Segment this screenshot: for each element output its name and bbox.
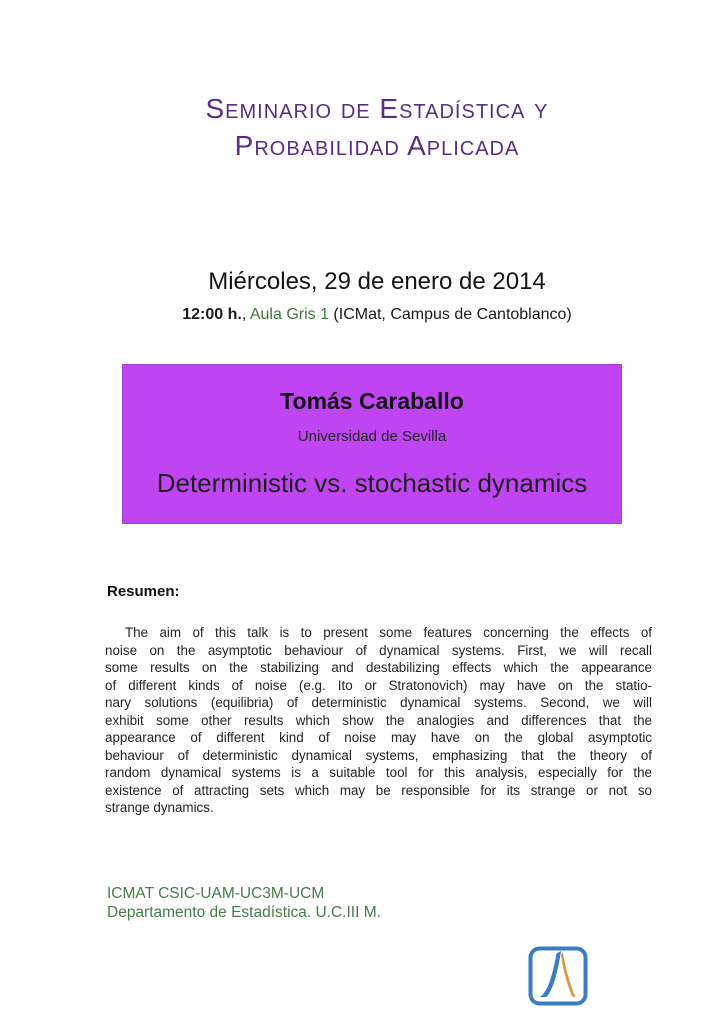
abstract-line: noise on the asymptotic behaviour of dynamical systems. First, we will recall <box>105 642 652 658</box>
speaker-affiliation: Universidad de Sevilla <box>297 428 447 445</box>
icmat-logo-icon <box>528 946 588 1006</box>
abstract-line: strange dynamics. <box>105 800 214 815</box>
page-title-line2: Probabilidad Aplicada <box>234 130 520 161</box>
abstract-line: nary solutions (equilibria) of deterministic dynamical systems. Second, we will <box>105 695 652 710</box>
footer <box>107 884 381 922</box>
speaker-name: Tomás Caraballo <box>280 388 464 414</box>
icmat-logo <box>528 946 588 1006</box>
footer-institute-line: ICMAT CSIC-UAM-UC3M-UCM <box>107 885 325 902</box>
abstract-line: behaviour of deterministic dynamical systems, emphasizing that the theory of <box>105 747 652 763</box>
abstract-line: appearance of different kind of noise may have on the global asymptotic <box>105 730 652 745</box>
footer-department-line: Departamento de Estadística. U.C.III M. <box>107 904 381 921</box>
abstract-line: existence of attracting sets which may be responsible for its strange or not so <box>105 782 652 798</box>
abstract-line: of different kinds of noise (e.g. Ito or Stratonovich) may have on the statio- <box>105 677 652 693</box>
abstract-heading: Resumen: <box>107 583 180 600</box>
time-location-separator: , <box>241 306 250 323</box>
abstract-line: The aim of this talk is to present some features concerning the effects of <box>125 625 652 640</box>
abstract-line: some results on the stabilizing and destabilizing effects which the appearance <box>105 660 652 675</box>
abstract-line: random dynamical systems is a suitable tool for this analysis, especially for the <box>105 765 652 780</box>
seminar-location-detail: (ICMat, Campus de Cantoblanco) <box>328 306 572 323</box>
seminar-room: Aula Gris 1 <box>249 306 329 323</box>
abstract-line: exhibit some other results which show the analogies and differences that the <box>105 712 652 728</box>
seminar-time: 12:00 h. <box>182 306 242 323</box>
talk-title: Deterministic vs. stochastic dynamics <box>156 468 588 498</box>
page-title <box>30 90 724 164</box>
time-location-line <box>30 306 724 324</box>
speaker-box <box>122 364 622 524</box>
page-title-line1: Seminario de Estadística y <box>205 93 549 124</box>
seminar-date: Miércoles, 29 de enero de 2014 <box>208 268 546 295</box>
abstract-text <box>105 624 652 817</box>
